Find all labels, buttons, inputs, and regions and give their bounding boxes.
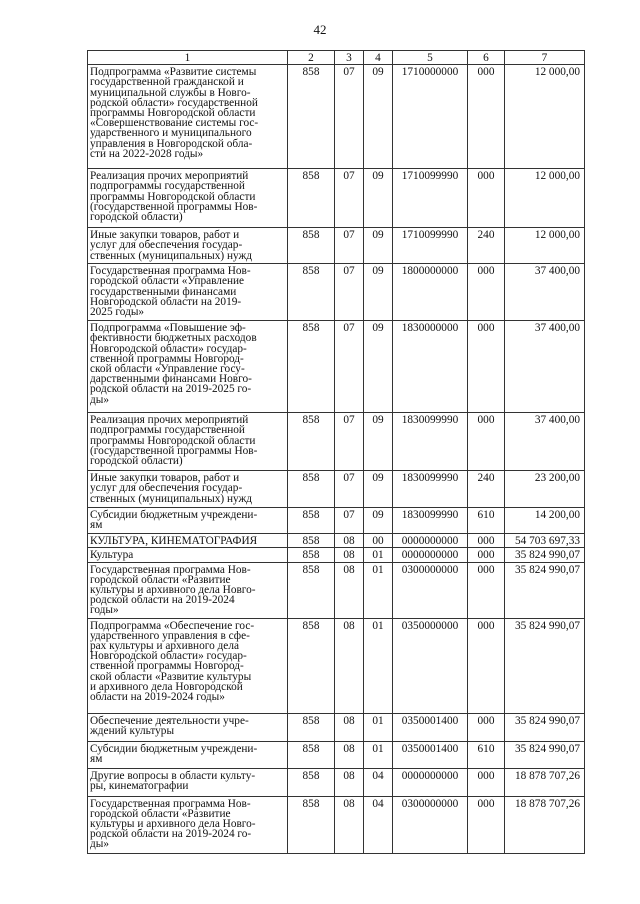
row-name: Государственная программа Нов- городской области «Развитие культуры и архивного дела Новго- родской области на 2019-2024 годы» xyxy=(88,562,288,618)
expense-type-code: 000 xyxy=(468,413,505,471)
section-code: 07 xyxy=(335,169,364,228)
target-article-code: 0300000000 xyxy=(393,562,468,618)
expense-type-code: 000 xyxy=(468,548,505,562)
chapter-code: 858 xyxy=(288,796,335,853)
table-row xyxy=(88,65,585,169)
expense-type-code: 000 xyxy=(468,562,505,618)
subsection-code: 01 xyxy=(364,548,393,562)
table-row xyxy=(88,321,585,413)
row-name: Культура xyxy=(88,548,288,562)
row-name: Государственная программа Нов- городской области «Управление государственными финансами Новгородской области на 2019- 2025 годы» xyxy=(88,264,288,321)
section-code: 08 xyxy=(335,534,364,548)
column-header: 1 xyxy=(88,51,288,65)
section-code: 07 xyxy=(335,321,364,413)
chapter-code: 858 xyxy=(288,321,335,413)
target-article-code: 1830000000 xyxy=(393,321,468,413)
target-article-code: 1710099990 xyxy=(393,169,468,228)
expense-type-code: 000 xyxy=(468,618,505,713)
chapter-code: 858 xyxy=(288,713,335,741)
amount: 35 824 990,07 xyxy=(505,713,585,741)
expense-type-code: 000 xyxy=(468,264,505,321)
row-name: Иные закупки товаров, работ и услуг для обеспечения государ- ственных (муниципальных) нужд xyxy=(88,471,288,508)
amount: 12 000,00 xyxy=(505,169,585,228)
expense-type-code: 000 xyxy=(468,169,505,228)
subsection-code: 09 xyxy=(364,228,393,264)
table-row xyxy=(88,562,585,618)
target-article-code: 0000000000 xyxy=(393,768,468,796)
section-code: 07 xyxy=(335,65,364,169)
target-article-code: 1830099990 xyxy=(393,471,468,508)
expense-type-code: 000 xyxy=(468,321,505,413)
amount: 37 400,00 xyxy=(505,413,585,471)
chapter-code: 858 xyxy=(288,65,335,169)
table-row xyxy=(88,548,585,562)
amount: 35 824 990,07 xyxy=(505,618,585,713)
amount: 14 200,00 xyxy=(505,508,585,534)
table-row xyxy=(88,264,585,321)
section-code: 07 xyxy=(335,228,364,264)
table-row xyxy=(88,796,585,853)
subsection-code: 04 xyxy=(364,796,393,853)
subsection-code: 09 xyxy=(364,471,393,508)
expense-type-code: 610 xyxy=(468,741,505,768)
row-name: Субсидии бюджетным учреждени- ям xyxy=(88,741,288,768)
row-name: Иные закупки товаров, работ и услуг для обеспечения государ- ственных (муниципальных) нужд xyxy=(88,228,288,264)
budget-table xyxy=(87,50,585,854)
subsection-code: 00 xyxy=(364,534,393,548)
target-article-code: 0350001400 xyxy=(393,741,468,768)
subsection-code: 09 xyxy=(364,65,393,169)
table-header-row xyxy=(88,51,585,65)
expense-type-code: 240 xyxy=(468,471,505,508)
row-name: Подпрограмма «Обеспечение гос- ударственного управления в сфе- рах культуры и архивного дела Новгородской области» государ- ственной программы Новгород- ской области «Развитие культуры и архивного дела Новгородской области на 2019-2024 годы» xyxy=(88,618,288,713)
expense-type-code: 000 xyxy=(468,796,505,853)
subsection-code: 09 xyxy=(364,321,393,413)
column-header: 7 xyxy=(505,51,585,65)
section-code: 07 xyxy=(335,264,364,321)
row-name: Государственная программа Нов- городской области «Развитие культуры и архивного дела Новго- родской области на 2019-2024 го- ды» xyxy=(88,796,288,853)
row-name: КУЛЬТУРА, КИНЕМАТОГРАФИЯ xyxy=(88,534,288,548)
amount: 18 878 707,26 xyxy=(505,796,585,853)
amount: 54 703 697,33 xyxy=(505,534,585,548)
chapter-code: 858 xyxy=(288,618,335,713)
subsection-code: 09 xyxy=(364,169,393,228)
subsection-code: 04 xyxy=(364,768,393,796)
column-header: 5 xyxy=(393,51,468,65)
section-code: 08 xyxy=(335,741,364,768)
target-article-code: 0000000000 xyxy=(393,534,468,548)
column-header: 4 xyxy=(364,51,393,65)
column-header: 6 xyxy=(468,51,505,65)
section-code: 08 xyxy=(335,562,364,618)
section-code: 07 xyxy=(335,471,364,508)
column-header: 2 xyxy=(288,51,335,65)
page-number: 42 xyxy=(313,22,327,37)
expense-type-code: 000 xyxy=(468,534,505,548)
column-header: 3 xyxy=(335,51,364,65)
chapter-code: 858 xyxy=(288,264,335,321)
amount: 23 200,00 xyxy=(505,471,585,508)
table-row xyxy=(88,471,585,508)
target-article-code: 0000000000 xyxy=(393,548,468,562)
amount: 35 824 990,07 xyxy=(505,741,585,768)
subsection-code: 09 xyxy=(364,508,393,534)
chapter-code: 858 xyxy=(288,228,335,264)
section-code: 08 xyxy=(335,713,364,741)
row-name: Реализация прочих мероприятий подпрограммы государственной программы Новгородской области (государственной программы Нов- городской области) xyxy=(88,413,288,471)
table-row xyxy=(88,768,585,796)
table-row xyxy=(88,413,585,471)
target-article-code: 0350000000 xyxy=(393,618,468,713)
target-article-code: 1800000000 xyxy=(393,264,468,321)
chapter-code: 858 xyxy=(288,413,335,471)
expense-type-code: 240 xyxy=(468,228,505,264)
expense-type-code: 610 xyxy=(468,508,505,534)
section-code: 07 xyxy=(335,508,364,534)
expense-type-code: 000 xyxy=(468,713,505,741)
subsection-code: 01 xyxy=(364,562,393,618)
row-name: Подпрограмма «Развитие системы государственной гражданской и муниципальной службы в Новго- родской области» государственной программы Новгородской области «Совершенствование системы гос- ударственного и муниципального управления в Новгородской обла- сти на 2022-2028 годы» xyxy=(88,65,288,169)
chapter-code: 858 xyxy=(288,548,335,562)
chapter-code: 858 xyxy=(288,169,335,228)
target-article-code: 1710000000 xyxy=(393,65,468,169)
chapter-code: 858 xyxy=(288,471,335,508)
subsection-code: 09 xyxy=(364,264,393,321)
table-row xyxy=(88,741,585,768)
section-code: 08 xyxy=(335,548,364,562)
target-article-code: 0350001400 xyxy=(393,713,468,741)
table-row xyxy=(88,534,585,548)
amount: 12 000,00 xyxy=(505,228,585,264)
amount: 35 824 990,07 xyxy=(505,562,585,618)
subsection-code: 01 xyxy=(364,713,393,741)
chapter-code: 858 xyxy=(288,768,335,796)
amount: 37 400,00 xyxy=(505,264,585,321)
amount: 18 878 707,26 xyxy=(505,768,585,796)
row-name: Другие вопросы в области культу- ры, кинематографии xyxy=(88,768,288,796)
chapter-code: 858 xyxy=(288,562,335,618)
target-article-code: 1830099990 xyxy=(393,413,468,471)
table-row xyxy=(88,508,585,534)
subsection-code: 01 xyxy=(364,741,393,768)
chapter-code: 858 xyxy=(288,508,335,534)
amount: 37 400,00 xyxy=(505,321,585,413)
table-row xyxy=(88,228,585,264)
row-name: Обеспечение деятельности учре- ждений культуры xyxy=(88,713,288,741)
row-name: Реализация прочих мероприятий подпрограммы государственной программы Новгородской области (государственной программы Нов- городской области) xyxy=(88,169,288,228)
amount: 12 000,00 xyxy=(505,65,585,169)
expense-type-code: 000 xyxy=(468,768,505,796)
row-name: Подпрограмма «Повышение эф- фективности бюджетных расходов Новгородской области» государ- ственной программы Новгород- ской области «Управление госу- дарственными финансами Новго- родской области на 2019-2025 го- ды» xyxy=(88,321,288,413)
chapter-code: 858 xyxy=(288,534,335,548)
subsection-code: 01 xyxy=(364,618,393,713)
table-row xyxy=(88,713,585,741)
chapter-code: 858 xyxy=(288,741,335,768)
subsection-code: 09 xyxy=(364,413,393,471)
target-article-code: 0300000000 xyxy=(393,796,468,853)
section-code: 08 xyxy=(335,796,364,853)
row-name: Субсидии бюджетным учреждени- ям xyxy=(88,508,288,534)
target-article-code: 1710099990 xyxy=(393,228,468,264)
expense-type-code: 000 xyxy=(468,65,505,169)
section-code: 08 xyxy=(335,618,364,713)
section-code: 08 xyxy=(335,768,364,796)
target-article-code: 1830099990 xyxy=(393,508,468,534)
table-row xyxy=(88,618,585,713)
amount: 35 824 990,07 xyxy=(505,548,585,562)
table-row xyxy=(88,169,585,228)
section-code: 07 xyxy=(335,413,364,471)
